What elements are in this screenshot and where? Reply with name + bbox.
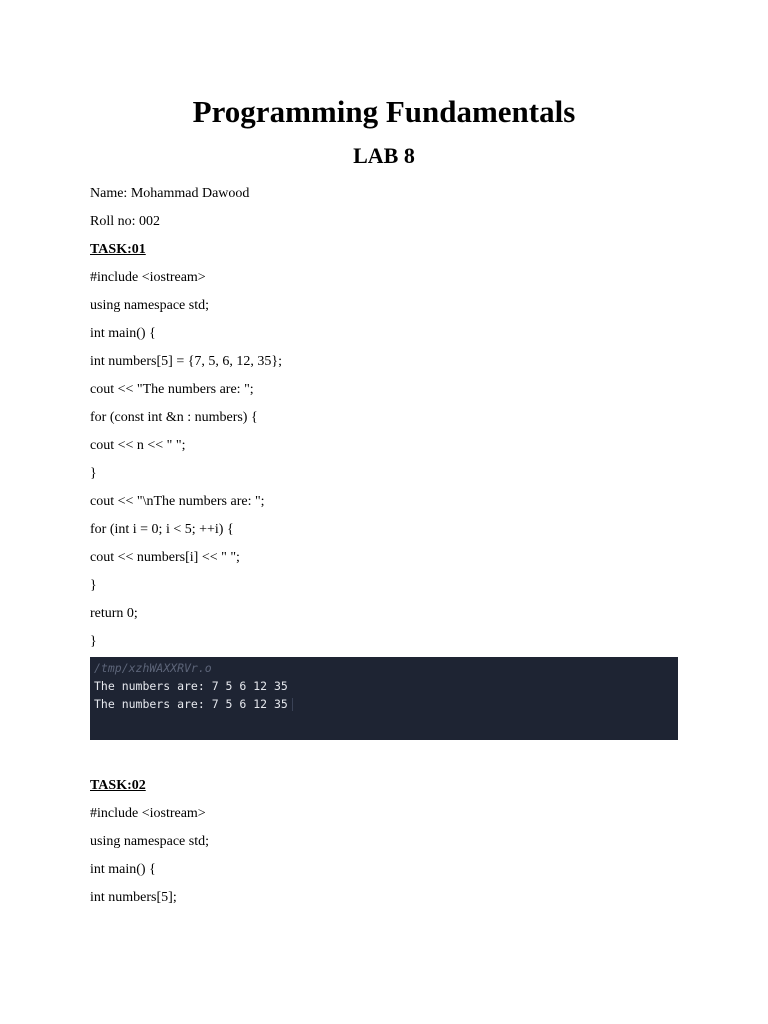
code-line: }: [90, 578, 97, 593]
code-line: return 0;: [90, 606, 138, 621]
code-line: }: [90, 466, 97, 481]
code-line: #include <iostream>: [90, 270, 206, 285]
code-line: }: [90, 634, 97, 649]
roll-number: Roll no: 002: [90, 214, 161, 229]
code-line: int numbers[5] = {7, 5, 6, 12, 35};: [90, 354, 283, 369]
task2-heading: TASK:02: [90, 778, 146, 793]
code-line: int numbers[5];: [90, 890, 177, 905]
output-line-with-cursor: [94, 695, 674, 713]
code-line: using namespace std;: [90, 834, 209, 849]
task1-heading: TASK:01: [90, 242, 146, 257]
code-line: cout << "The numbers are: ";: [90, 382, 254, 397]
output-line: The numbers are: 7 5 6 12 35: [94, 679, 288, 693]
code-line: int main() {: [90, 862, 156, 877]
task1-section: [90, 180, 690, 656]
code-line: for (int i = 0; i < 5; ++i) {: [90, 522, 234, 537]
output-screenshot: [90, 657, 678, 740]
code-line: int main() {: [90, 326, 156, 341]
code-line: using namespace std;: [90, 298, 209, 313]
code-line: for (const int &n : numbers) {: [90, 410, 258, 425]
student-name: Name: Mohammad Dawood: [90, 186, 250, 201]
code-line: #include <iostream>: [90, 806, 206, 821]
document-title: Programming Fundamentals: [192, 94, 576, 129]
code-line: cout << "\nThe numbers are: ";: [90, 494, 265, 509]
output-line: The numbers are: 7 5 6 12 35: [94, 697, 288, 711]
code-line: cout << n << " ";: [90, 438, 186, 453]
output-path: /tmp/xzhWAXXRVr.o: [94, 661, 212, 675]
code-line: cout << numbers[i] << " ";: [90, 550, 240, 565]
cursor-icon: [292, 698, 293, 711]
task2-section: [90, 772, 690, 912]
lab-number: LAB 8: [353, 143, 415, 168]
